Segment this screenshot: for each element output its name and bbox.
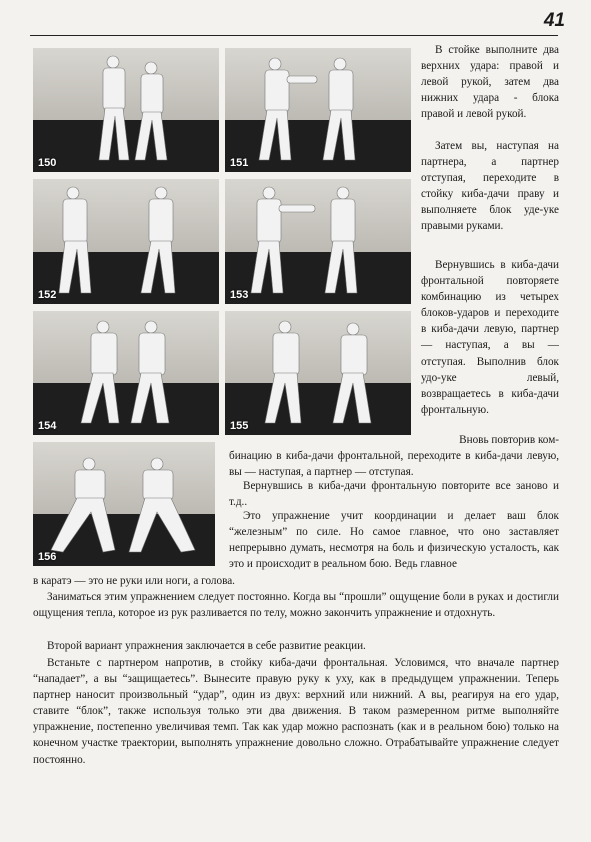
photo-151 [225, 48, 411, 172]
paragraph-6: Это упражнение учит координации и делает ваш блок “железным” по силе. Но самое главное, что оно заставляет непрерывно думать, несмотря на боль и физическую усталость, как это и происходит в реальном бою. Ведь главное [229, 510, 559, 571]
photo-caption: 152 [38, 289, 57, 301]
paragraph-4-start: Вновь повторив ком- [459, 434, 559, 446]
photo-caption: 151 [230, 157, 249, 169]
photo-156 [33, 442, 215, 566]
photo-154 [33, 311, 219, 435]
paragraph-7: Заниматься этим упражнением следует постоянно. Когда вы “прошли” ощущение боли в руках и достигли ощущения тепла, которое из рук разливается по телу, можно закончить упражнение и отдохнуть. [33, 591, 559, 620]
paragraph-3: Вернувшись в киба-дачи фронтальной повторяете комбинацию из четырех блоков-ударов и переходите в киба-дачи левую, партнер — наступая, а вы — отступая. Выполнив блок удо-уке левый, возвращаетесь в киба-дачи фронтальную. [421, 259, 559, 416]
photo-caption: 150 [38, 157, 57, 169]
paragraph-1: В стойке выполните два верхних удара: правой и левой рукой, затем два нижних удара - блока правой и левой рукой. [421, 44, 559, 121]
page-number: 41 [543, 10, 565, 31]
paragraph-4-end: бинацию в киба-дачи фронтальной, переходите в киба-дачи левую, вы — наступая, а партнер — отступая. [229, 450, 559, 479]
photo-152 [33, 179, 219, 304]
photo-153 [225, 179, 411, 304]
photo-150 [33, 48, 219, 172]
paragraph-2: Затем вы, наступая на партнера, а партнер отступая, переходите в стойку киба-дачи праву и выполняете блок уде-уке правыми руками. [421, 140, 559, 233]
photo-caption: 153 [230, 289, 249, 301]
photo-caption: 154 [38, 420, 57, 432]
paragraph-6-end: в каратэ — это не руки или ноги, а голова. [33, 575, 235, 587]
photo-caption: 155 [230, 420, 249, 432]
paragraph-8: Второй вариант упражнения заключается в себе развитие реакции. [47, 640, 366, 652]
paragraph-9: Встаньте с партнером напротив, в стойку киба-дачи фронтальная. Условимся, что вначале партнер “нападает”, а вы “защищаетесь”. Вынесите правую руку к уху, как в предыдущем упражнении. Теперь партнер наносит произвольный “удар”, один из двух: верхний или нижний. А вы, реагируя на его удар, ставите “блок”, также используя только эти два движения. В таком размеренном ритме выполняйте упражнение, постепенно увеличивая темп. Так как удар можно распознать (как и в реальном бою) только на конечном участке траектории, выполнять упражнение довольно сложно. Отрабатывайте упражнение следует постоянно. [33, 657, 559, 766]
photo-155 [225, 311, 411, 435]
header-rule [30, 35, 558, 36]
paragraph-5: Вернувшись в киба-дачи фронтальную повторите все заново и т.д.. [229, 480, 559, 509]
photo-caption: 156 [38, 551, 57, 563]
